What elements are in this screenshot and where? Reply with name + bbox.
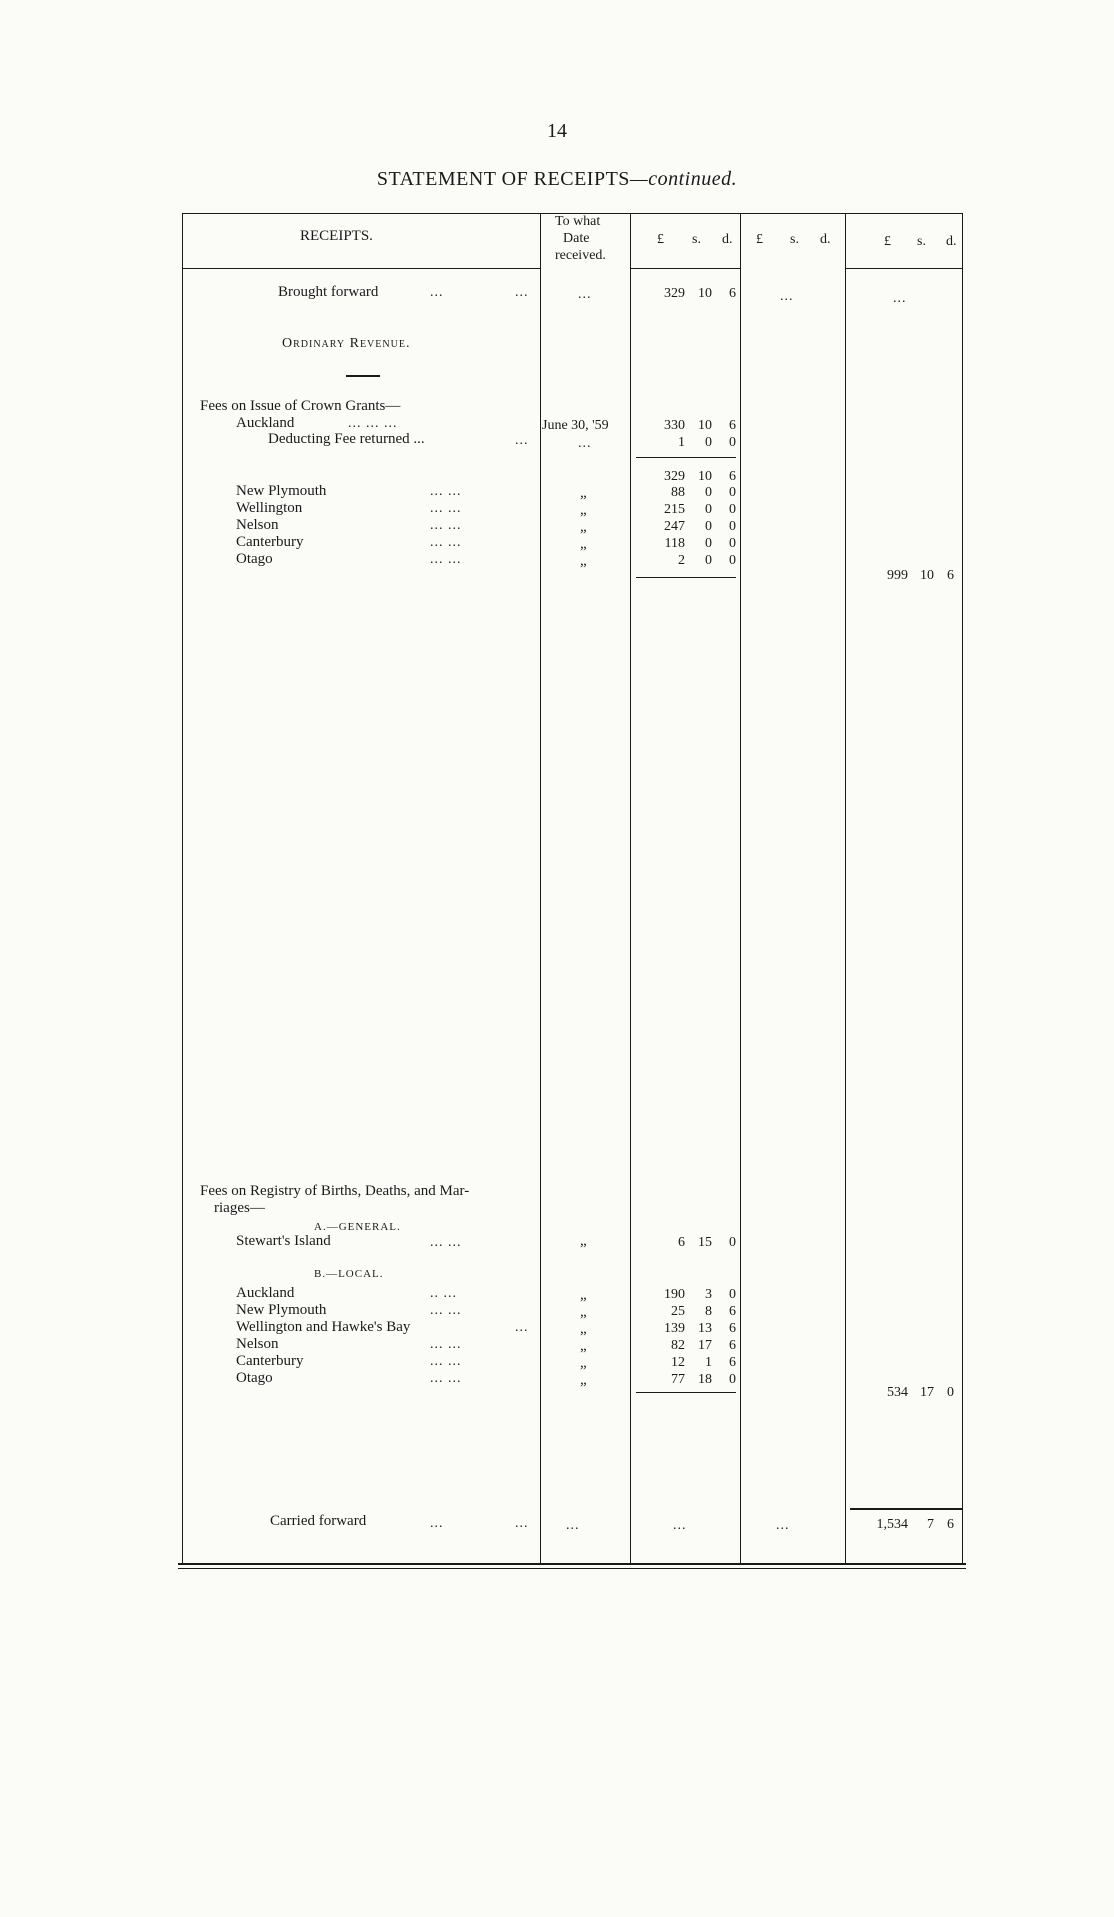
row-pounds: 118	[664, 536, 685, 551]
crown-deduct-pence: 0	[729, 435, 736, 450]
row-dots: ... ...	[430, 518, 462, 533]
col2-pound-header: £	[756, 232, 763, 247]
row-label: Canterbury	[236, 1353, 304, 1369]
row-date-ditto: „	[580, 1287, 587, 1303]
registry-stewarts-pence: 0	[729, 1235, 736, 1250]
receipts-header: RECEIPTS.	[300, 228, 373, 244]
row-dots: .. ...	[430, 1286, 457, 1301]
carried-forward-col1: ...	[673, 1518, 687, 1533]
row-pence: 6	[729, 1304, 736, 1319]
registry-stewarts-label: Stewart's Island	[236, 1233, 331, 1249]
header-underline-3	[845, 268, 962, 269]
row-label: Nelson	[236, 1336, 279, 1352]
title-continued: —continued.	[629, 168, 738, 190]
header-underline-1	[182, 268, 540, 269]
brought-forward-dots-2: ...	[515, 285, 529, 300]
crown-auckland-label: Auckland	[236, 415, 295, 431]
table-bottom-rule-thin	[178, 1568, 966, 1569]
row-date-ditto: „	[580, 1304, 587, 1320]
date-header-line1: To what	[555, 214, 601, 229]
row-dots: ... ...	[430, 1354, 462, 1369]
crown-auckland-shillings: 10	[698, 418, 712, 433]
registry-heading-line2: riages—	[214, 1200, 265, 1216]
crown-subtotal-rule	[636, 457, 736, 458]
crown-net-pence: 6	[729, 469, 736, 484]
row-pence: 0	[729, 1287, 736, 1302]
row-label: Otago	[236, 1370, 273, 1386]
row-shillings: 0	[705, 485, 712, 500]
carried-forward-col2: ...	[776, 1518, 790, 1533]
crown-deduct-date: ...	[578, 436, 592, 451]
row-shillings: 13	[698, 1321, 712, 1336]
row-date-ditto: „	[580, 519, 587, 535]
row-label: Wellington and Hawke's Bay	[236, 1319, 411, 1335]
row-pounds: 88	[671, 485, 685, 500]
row-pence: 6	[729, 1321, 736, 1336]
crown-net-shillings: 10	[698, 469, 712, 484]
row-label: Auckland	[236, 1285, 295, 1301]
row-label: Otago	[236, 551, 273, 567]
row-shillings: 17	[698, 1338, 712, 1353]
row-pounds: 190	[664, 1287, 685, 1302]
brought-forward-date: ...	[578, 287, 592, 302]
section-dash	[346, 375, 380, 377]
carried-forward-label: Carried forward	[270, 1513, 367, 1529]
col3-pound-header: £	[884, 234, 891, 249]
page-number: 14	[547, 120, 567, 142]
carried-forward-rule	[850, 1508, 962, 1510]
crown-net-pounds: 329	[664, 469, 685, 484]
row-pounds: 77	[671, 1372, 685, 1387]
row-label: Canterbury	[236, 534, 304, 550]
row-date-ditto: „	[580, 536, 587, 552]
row-pence: 6	[729, 1355, 736, 1370]
crown-total-pence: 6	[947, 568, 954, 583]
carried-forward-dots-2: ...	[515, 1516, 529, 1531]
row-shillings: 1	[705, 1355, 712, 1370]
col1-pound-header: £	[657, 232, 664, 247]
row-label: Nelson	[236, 517, 279, 533]
col1-pence-header: d.	[722, 232, 733, 247]
row-shillings: 0	[705, 502, 712, 517]
row-dots: ... ...	[430, 552, 462, 567]
row-pounds: 25	[671, 1304, 685, 1319]
crown-total-shillings: 10	[920, 568, 934, 583]
table-right-rule	[962, 213, 963, 1563]
col3-pence-header: d.	[946, 234, 957, 249]
row-pounds: 139	[664, 1321, 685, 1336]
brought-forward-label: Brought forward	[278, 284, 379, 300]
col3-shillings-header: s.	[917, 234, 926, 249]
crown-auckland-date: June 30, '59	[542, 418, 609, 433]
row-pounds: 2	[678, 553, 685, 568]
row-shillings: 0	[705, 553, 712, 568]
registry-total-rule	[636, 1392, 736, 1393]
crown-total-rule	[636, 577, 736, 578]
crown-auckland-pence: 6	[729, 418, 736, 433]
row-dots: ... ...	[430, 1337, 462, 1352]
row-pounds: 247	[664, 519, 685, 534]
registry-local-label: B.—LOCAL.	[314, 1268, 384, 1280]
crown-deduct-label: Deducting Fee returned ...	[268, 431, 425, 447]
row-pence: 0	[729, 553, 736, 568]
row-shillings: 8	[705, 1304, 712, 1319]
row-pence: 0	[729, 536, 736, 551]
row-dots: ... ...	[430, 501, 462, 516]
row-date-ditto: „	[580, 1338, 587, 1354]
col2-pence-header: d.	[820, 232, 831, 247]
registry-stewarts-pounds: 6	[678, 1235, 685, 1250]
row-date-ditto: „	[580, 485, 587, 501]
registry-stewarts-dots: ... ...	[430, 1235, 462, 1250]
row-dots: ... ...	[430, 1303, 462, 1318]
crown-deduct-pounds: 1	[678, 435, 685, 450]
col1-shillings-header: s.	[692, 232, 701, 247]
row-date-ditto: „	[580, 1321, 587, 1337]
row-pence: 0	[729, 1372, 736, 1387]
date-header-line3: received.	[555, 248, 606, 263]
col-1-left-rule	[630, 213, 631, 1563]
title-main: STATEMENT OF RECEIPTS	[376, 168, 630, 190]
crown-auckland-dots: ... ... ...	[348, 416, 398, 431]
crown-deduct-dots: ...	[515, 433, 529, 448]
row-shillings: 3	[705, 1287, 712, 1302]
row-pounds: 215	[664, 502, 685, 517]
row-dots: ...	[515, 1320, 529, 1335]
registry-stewarts-shillings: 15	[698, 1235, 712, 1250]
carried-forward-date: ...	[566, 1518, 580, 1533]
brought-forward-pounds: 329	[664, 286, 685, 301]
section-ordinary-revenue: Ordinary Revenue.	[282, 336, 411, 351]
crown-total-pounds: 999	[887, 568, 908, 583]
row-pence: 0	[729, 502, 736, 517]
col-date-left-rule	[540, 213, 541, 1563]
col2-shillings-header: s.	[790, 232, 799, 247]
row-date-ditto: „	[580, 1372, 587, 1388]
row-shillings: 0	[705, 519, 712, 534]
crown-deduct-shillings: 0	[705, 435, 712, 450]
col-2-left-rule	[740, 213, 741, 1563]
row-pence: 0	[729, 519, 736, 534]
col-3-left-rule	[845, 213, 846, 1563]
table-bottom-rule	[178, 1563, 966, 1565]
crown-auckland-pounds: 330	[664, 418, 685, 433]
row-pounds: 12	[671, 1355, 685, 1370]
registry-heading-line1: Fees on Registry of Births, Deaths, and Mar-	[200, 1183, 470, 1199]
registry-total-pence: 0	[947, 1385, 954, 1400]
row-label: Wellington	[236, 500, 303, 516]
row-dots: ... ...	[430, 484, 462, 499]
row-shillings: 18	[698, 1372, 712, 1387]
row-dots: ... ...	[430, 535, 462, 550]
brought-forward-shillings: 10	[698, 286, 712, 301]
brought-forward-pence: 6	[729, 286, 736, 301]
table-left-rule	[182, 213, 183, 1563]
row-dots: ... ...	[430, 1371, 462, 1386]
carried-forward-pence: 6	[947, 1517, 954, 1532]
row-pence: 0	[729, 485, 736, 500]
carried-forward-pounds: 1,534	[876, 1517, 908, 1532]
row-date-ditto: „	[580, 1355, 587, 1371]
row-label: New Plymouth	[236, 483, 327, 499]
crown-grants-heading: Fees on Issue of Crown Grants—	[200, 398, 401, 414]
carried-forward-shillings: 7	[927, 1517, 934, 1532]
date-header-line2: Date	[563, 231, 590, 246]
row-pence: 6	[729, 1338, 736, 1353]
registry-general-label: A.—GENERAL.	[314, 1221, 401, 1233]
page-title	[0, 168, 1114, 191]
header-underline-2	[630, 268, 740, 269]
brought-forward-col3: ...	[893, 291, 907, 306]
row-pounds: 82	[671, 1338, 685, 1353]
row-date-ditto: „	[580, 553, 587, 569]
brought-forward-dots-1: ...	[430, 285, 444, 300]
registry-total-shillings: 17	[920, 1385, 934, 1400]
registry-stewarts-date: „	[580, 1233, 587, 1249]
row-label: New Plymouth	[236, 1302, 327, 1318]
registry-total-pounds: 534	[887, 1385, 908, 1400]
carried-forward-dots-1: ...	[430, 1516, 444, 1531]
row-shillings: 0	[705, 536, 712, 551]
brought-forward-col2: ...	[780, 289, 794, 304]
row-date-ditto: „	[580, 502, 587, 518]
